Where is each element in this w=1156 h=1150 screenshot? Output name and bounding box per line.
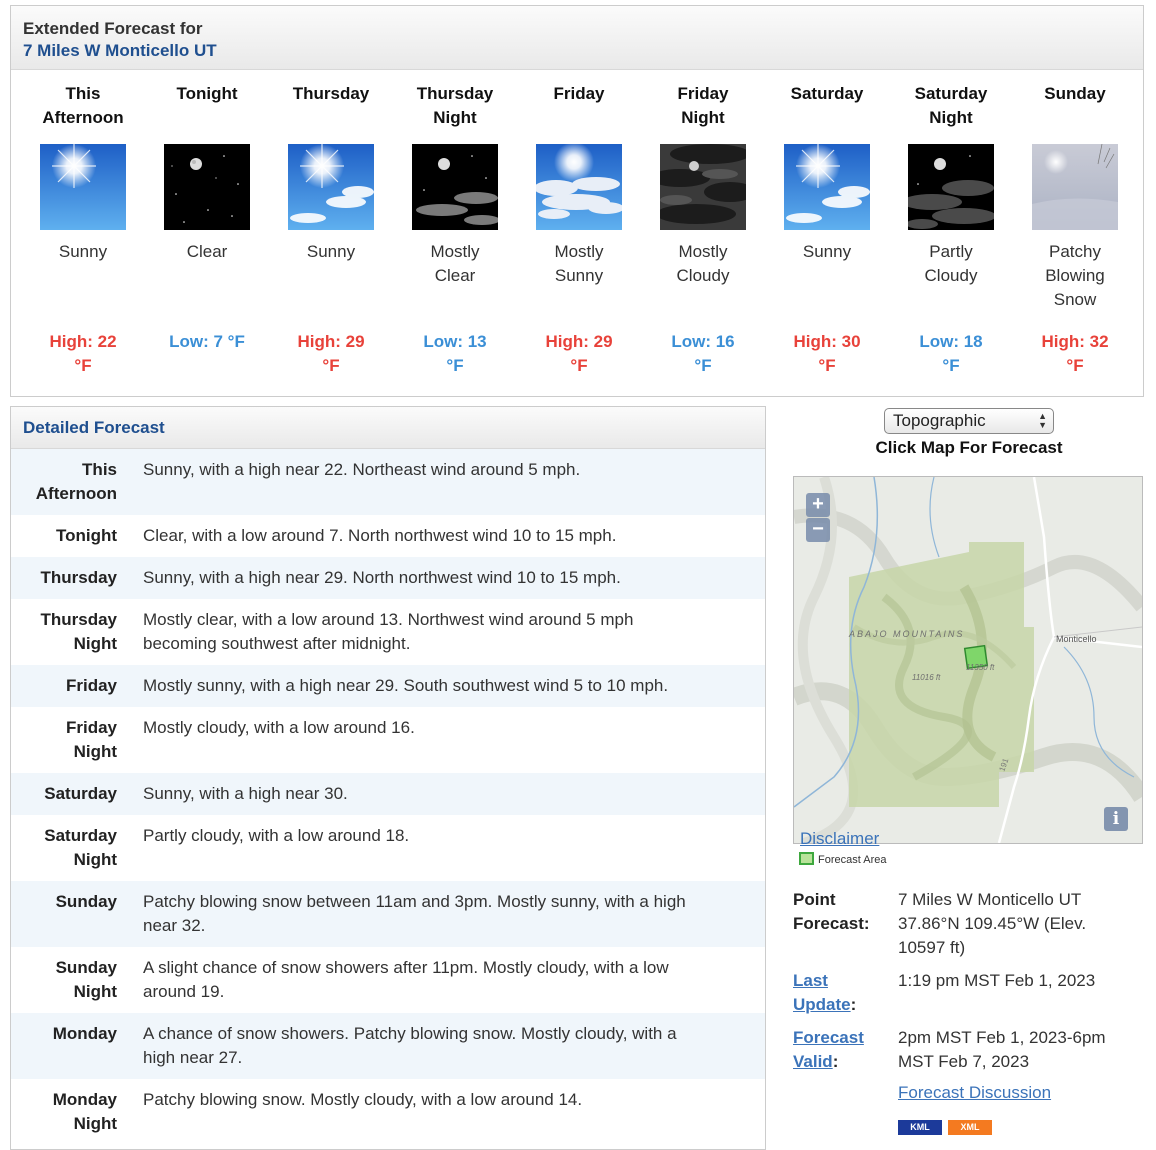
point-label-line1: Point [793,890,836,909]
sunny-day-icon[interactable] [40,144,126,230]
period-temperature: Low: 7 °F [169,332,245,351]
forecast-period [517,82,641,378]
period-temperature: Low: 18 °F [919,332,983,375]
zoom-in-button[interactable]: + [806,493,830,517]
row-period-label: Saturday Night [44,826,117,869]
point-value-line3: 10597 ft) [898,938,966,957]
period-short-forecast: Mostly Sunny [554,242,604,285]
mostly-clear-night-icon[interactable] [412,144,498,230]
period-name: Tonight [176,84,238,103]
detailed-forecast-row [11,947,765,1013]
valid-line1: Forecast [793,1028,864,1047]
period-short-forecast: Sunny [306,242,356,261]
forecast-period [641,82,765,378]
forecast-period [889,82,1013,378]
period-name: Friday Night [677,84,729,127]
detailed-forecast-row [11,557,765,599]
forecast-period [1013,82,1137,378]
detailed-forecast-row [11,773,765,815]
forecast-period [393,82,517,378]
detailed-forecast-title: Detailed Forecast [23,418,165,437]
valid-value-line1: 2pm MST Feb 1, 2023-6pm [898,1028,1106,1047]
row-period-label: Friday Night [65,718,117,761]
forecast-period [269,82,393,378]
forecast-period [145,82,269,354]
forecast-valid-link[interactable] [793,1028,864,1071]
row-forecast-text: Sunny, with a high near 29. North northwest wind 10 to 15 mph. [143,568,621,587]
forecast-period [21,82,145,378]
row-period-label: Thursday [40,568,117,587]
row-period-label: Saturday [44,784,117,803]
period-temperature: High: 30 °F [793,332,861,375]
period-name: Thursday [292,84,370,103]
last-update-colon: : [850,995,857,1014]
valid-line2: Valid [793,1052,833,1071]
period-temperature: High: 32 °F [1041,332,1109,375]
period-temperature: High: 29 °F [297,332,365,375]
last-update-link[interactable] [793,971,851,1014]
row-forecast-text: Sunny, with a high near 22. Northeast wind around 5 mph. [143,460,581,479]
select-arrows-icon: ▲ ▼ [1038,411,1047,430]
topographic-map-image [794,477,1142,843]
map-elevation-label-2: 11350 ft [966,663,995,672]
extended-forecast-panel [10,5,1144,397]
point-forecast-label [793,888,870,936]
sunny-few-clouds-icon[interactable] [288,144,374,230]
row-forecast-text: Mostly clear, with a low around 13. Northwest wind around 5 mph becoming southwest after midnight. [143,610,634,653]
point-label-line2: Forecast: [793,914,870,933]
extended-forecast-header [11,6,1143,70]
map-type-select[interactable] [884,408,1054,434]
point-value-line1: 7 Miles W Monticello UT [898,890,1082,909]
row-period-label: Friday [65,676,117,695]
period-short-forecast: Sunny [802,242,852,261]
row-period-label: Monday [52,1024,117,1043]
forecast-period [765,82,889,378]
row-forecast-text: A slight chance of snow showers after 11pm. Mostly cloudy, with a low around 19. [143,958,669,1001]
period-short-forecast: Patchy Blowing Snow [1045,242,1105,309]
detailed-forecast-panel [10,406,766,1150]
map-road-label: 191 [997,757,1011,773]
period-name: Friday [553,84,605,103]
row-period-label: Sunday Night [55,958,117,1001]
map-legend [799,852,886,866]
disclaimer-link[interactable]: Disclaimer [800,829,880,848]
period-temperature: Low: 13 °F [423,332,487,375]
row-forecast-text: Patchy blowing snow between 11am and 3pm. Mostly sunny, with a high near 32. [143,892,686,935]
last-update-value: 1:19 pm MST Feb 1, 2023 [898,971,1096,990]
period-name: This Afternoon [42,84,124,127]
period-temperature: High: 29 °F [545,332,613,375]
row-forecast-text: Mostly sunny, with a high near 29. South southwest wind 5 to 10 mph. [143,676,669,695]
period-name: Sunday [1044,84,1106,103]
last-update-label [793,969,856,1017]
period-name: Saturday Night [914,84,988,127]
click-map-label: Click Map For Forecast [875,438,1063,457]
extended-forecast-title: Extended Forecast for [23,19,203,38]
row-forecast-text: Patchy blowing snow. Mostly cloudy, with a low around 14. [143,1090,583,1109]
point-forecast-value [898,888,1128,960]
detailed-forecast-row [11,599,765,665]
map-info-button[interactable]: i [1104,807,1128,831]
row-period-label: Sunday [55,892,117,911]
row-forecast-text: A chance of snow showers. Patchy blowing snow. Mostly cloudy, with a high near 27. [143,1024,677,1067]
forecast-area-swatch-icon [799,852,814,865]
forecast-location-link[interactable]: 7 Miles W Monticello UT [23,41,217,60]
last-update-line1: Last [793,971,828,990]
detailed-forecast-row [11,1079,765,1145]
kml-button[interactable]: KML [898,1120,942,1135]
row-period-label: Thursday Night [40,610,117,653]
row-period-label: Tonight [55,526,117,545]
row-forecast-text: Clear, with a low around 7. North northwest wind 10 to 15 mph. [143,526,617,545]
period-short-forecast: Mostly Cloudy [676,242,730,285]
row-forecast-text: Sunny, with a high near 30. [143,784,348,803]
row-forecast-text: Partly cloudy, with a low around 18. [143,826,410,845]
detailed-forecast-row [11,1013,765,1079]
valid-value-line2: MST Feb 7, 2023 [898,1052,1030,1071]
valid-colon: : [832,1052,839,1071]
forecast-valid-value [898,1026,1128,1074]
detailed-forecast-row [11,707,765,773]
row-period-label: Monday Night [52,1090,117,1133]
detailed-forecast-row [11,449,765,515]
period-temperature: High: 22 °F [49,332,117,375]
detailed-forecast-row [11,815,765,881]
sunny-few-clouds-icon[interactable] [784,144,870,230]
period-short-forecast: Mostly Clear [430,242,480,285]
mostly-cloudy-night-icon[interactable] [660,144,746,230]
clear-night-icon[interactable] [164,144,250,230]
map-mountains-label: ABAJO MOUNTAINS [849,629,965,639]
period-name: Thursday Night [416,84,494,127]
blowing-snow-icon[interactable] [1032,144,1118,230]
detailed-forecast-row [11,515,765,557]
period-temperature: Low: 16 °F [671,332,735,375]
map-elevation-label: 11016 ft [912,673,941,682]
map-town-label: Monticello [1056,634,1097,644]
forecast-valid-label [793,1026,864,1074]
detailed-forecast-row [11,881,765,947]
row-forecast-text: Mostly cloudy, with a low around 16. [143,718,415,737]
period-short-forecast: Sunny [58,242,108,261]
detailed-forecast-header [11,407,765,449]
map-type-selected: Topographic [893,411,986,430]
row-period-label: This Afternoon [35,460,117,503]
forecast-discussion-link[interactable]: Forecast Discussion [898,1083,1052,1102]
detailed-forecast-row [11,665,765,707]
last-update-line2: Update [793,995,851,1014]
period-short-forecast: Partly Cloudy [924,242,978,285]
period-short-forecast: Clear [186,242,228,261]
zoom-out-button[interactable]: − [806,518,830,542]
point-value-line2: 37.86°N 109.45°W (Elev. [898,914,1087,933]
partly-cloudy-night-icon[interactable] [908,144,994,230]
xml-button[interactable]: XML [948,1120,992,1135]
legend-label: Forecast Area [818,854,887,866]
period-name: Saturday [790,84,864,103]
mostly-sunny-icon[interactable] [536,144,622,230]
forecast-map[interactable] [793,476,1143,844]
